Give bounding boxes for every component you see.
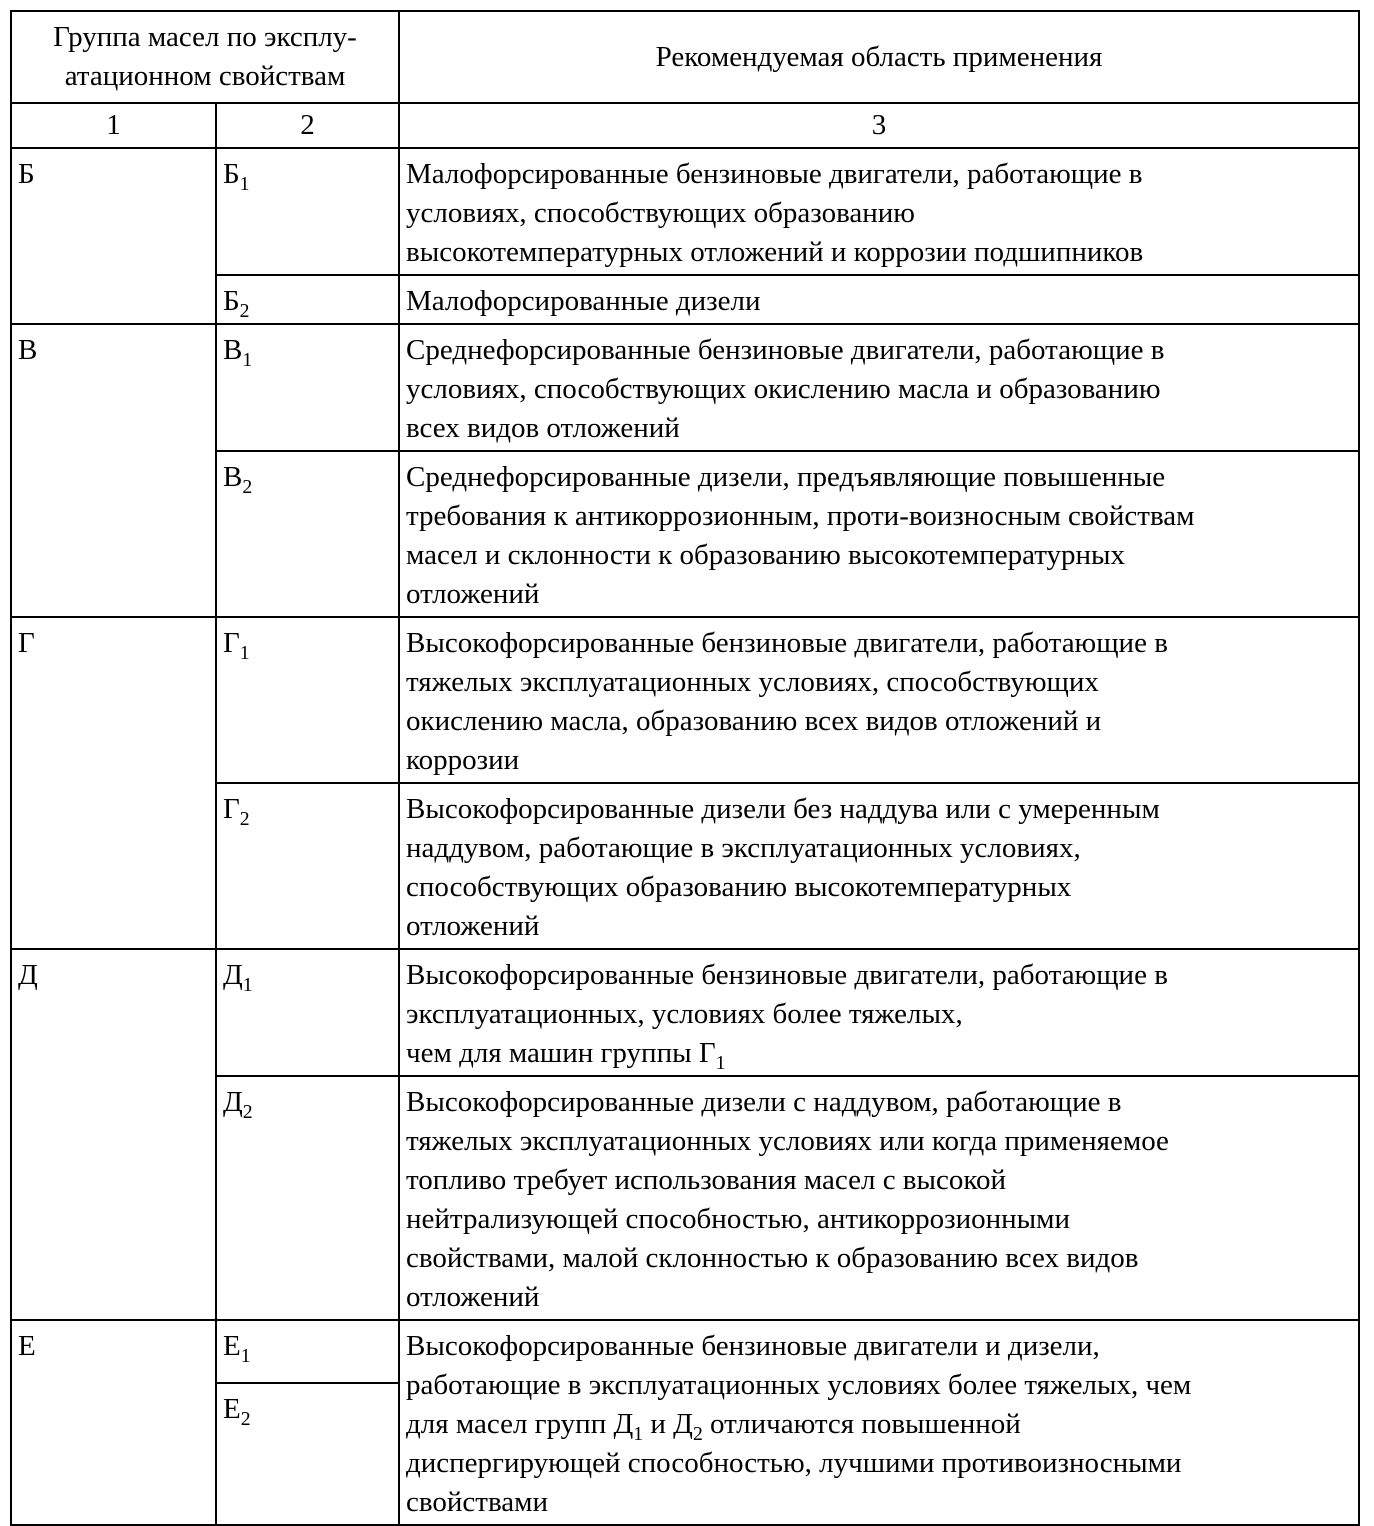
subgroup-index: 1 — [242, 348, 253, 371]
subgroup-letter: Е — [223, 1330, 241, 1362]
group-cell: В — [11, 324, 216, 617]
subgroup-cell — [216, 275, 399, 324]
subgroup-letter: Д — [223, 959, 243, 991]
subgroup-index: 1 — [239, 641, 250, 664]
subgroup-letter: Г — [223, 627, 240, 659]
subgroup-cell — [216, 451, 399, 617]
subgroup-index: 1 — [242, 973, 253, 996]
column-number-1: 1 — [11, 103, 216, 148]
header-row — [11, 11, 1359, 103]
header-oil-group: Группа масел по эксплу- атационном свойствам — [11, 11, 399, 103]
subgroup-letter: В — [223, 334, 243, 366]
application-text-subscript: 1 — [715, 1051, 726, 1074]
subgroup-index: 2 — [240, 1407, 251, 1430]
subgroup-cell — [216, 1383, 399, 1525]
subgroup-letter: Б — [223, 285, 240, 317]
application-text: Высокофорсированные дизели с наддувом, работающие в тяжелых эксплуатационных условиях или когда применяемое топливо требует использования масел с высокой нейтрализующей способностью, антикоррозионными свойствами, малой склонностью к образованию всех видов отложений — [399, 1076, 1359, 1320]
table-row — [11, 949, 1359, 1076]
column-numbers-row — [11, 103, 1359, 148]
application-text: отличаются повышенной диспергирующей способностью, лучшими противоизносными свойствами — [406, 1408, 1182, 1518]
subgroup-index: 1 — [240, 1344, 251, 1367]
application-text: Среднефорсированные бензиновые двигатели, работающие в условиях, способствующих окислению масла и образованию всех видов отложений — [399, 324, 1359, 451]
subgroup-letter: Д — [223, 1086, 243, 1118]
subgroup-letter: Б — [223, 158, 240, 190]
subgroup-index: 2 — [242, 1100, 253, 1123]
group-cell: Д — [11, 949, 216, 1320]
subgroup-index: 2 — [242, 475, 253, 498]
group-cell: Б — [11, 148, 216, 324]
subgroup-letter: Г — [223, 793, 240, 825]
application-text: Малофорсированные дизели — [399, 275, 1359, 324]
subgroup-cell — [216, 1320, 399, 1383]
subgroup-cell — [216, 617, 399, 783]
subgroup-cell — [216, 324, 399, 451]
application-text-subscript: 1 — [633, 1422, 644, 1445]
application-text: Среднефорсированные дизели, предъявляющие повышенные требования к антикоррозионным, проти-воизносным свойствам масел и склонности к образованию высокотемпературных отложений — [399, 451, 1359, 617]
column-number-2: 2 — [216, 103, 399, 148]
subgroup-cell — [216, 148, 399, 275]
subgroup-index: 1 — [239, 172, 250, 195]
group-cell: Е — [11, 1320, 216, 1525]
subgroup-cell — [216, 783, 399, 949]
subgroup-letter: В — [223, 461, 243, 493]
subgroup-index: 2 — [239, 299, 250, 322]
subgroup-cell — [216, 949, 399, 1076]
application-text: Высокофорсированные дизели без наддува или с умеренным наддувом, работающие в эксплуатационных условиях, способствующих образованию высокотемпературных отложений — [399, 783, 1359, 949]
table-row — [11, 1320, 1359, 1383]
application-text-cell — [399, 1320, 1359, 1525]
table-row — [11, 148, 1359, 275]
application-text: и Д — [643, 1408, 693, 1440]
application-text: Высокофорсированные бензиновые двигатели, работающие в тяжелых эксплуатационных условиях, способствующих окислению масла, образованию всех видов отложений и коррозии — [399, 617, 1359, 783]
table-row — [11, 324, 1359, 451]
oil-groups-table — [10, 10, 1360, 1526]
application-text: Высокофорсированные бензиновые двигатели и дизели, работающие в эксплуатационных условиях более тяжелых, чем для масел групп Д — [406, 1330, 1192, 1440]
header-application-area: Рекомендуемая область применения — [399, 11, 1359, 103]
application-text-cell — [399, 949, 1359, 1076]
table-row — [11, 617, 1359, 783]
subgroup-cell — [216, 1076, 399, 1320]
application-text: Малофорсированные бензиновые двигатели, работающие в условиях, способствующих образованию высокотемпературных отложений и коррозии подшипников — [399, 148, 1359, 275]
subgroup-letter: Е — [223, 1392, 241, 1425]
application-text: Высокофорсированные бензиновые двигатели, работающие в эксплуатационных, условиях более тяжелых, чем для машин группы Г — [406, 959, 1168, 1069]
subgroup-index: 2 — [239, 807, 250, 830]
group-cell: Г — [11, 617, 216, 949]
application-text-subscript: 2 — [692, 1422, 703, 1445]
column-number-3: 3 — [399, 103, 1359, 148]
